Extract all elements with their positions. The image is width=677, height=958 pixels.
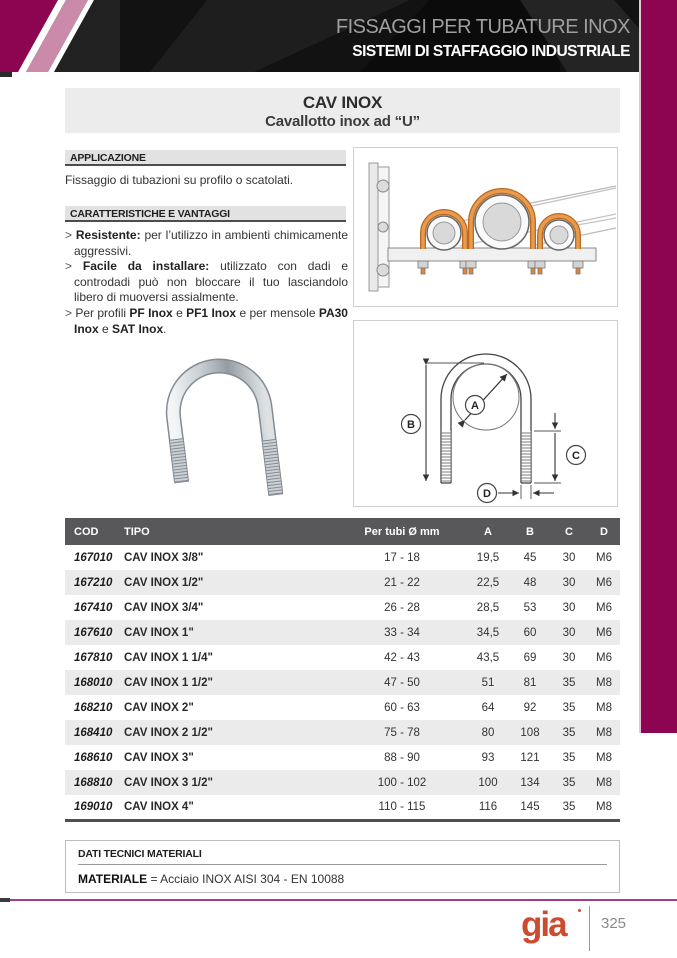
product-title-box: [65, 88, 620, 133]
table-cell: 88 - 90: [384, 751, 420, 764]
table-cell: 75 - 78: [384, 726, 420, 739]
brand-logo-dot: [578, 909, 581, 912]
table-cell: 53: [523, 601, 537, 614]
table-cell: 34,5: [476, 626, 500, 639]
product-subtitle: Cavallotto inox ad “U”: [265, 113, 420, 130]
table-cell: 168610: [74, 751, 113, 764]
table-cell: M6: [596, 601, 612, 614]
table-row: [65, 720, 620, 745]
table-cell: 35: [562, 776, 576, 789]
table-cell: 26 - 28: [384, 601, 420, 614]
table-cell: 168810: [74, 776, 113, 789]
table-row: [65, 745, 620, 770]
table-cell: 47 - 50: [384, 676, 420, 689]
column-header: A: [466, 518, 510, 545]
page-number: 325: [601, 915, 627, 932]
table-cell: 81: [523, 676, 537, 689]
product-photo: [103, 316, 337, 512]
table-cell: CAV INOX 1/2": [124, 576, 204, 589]
table-cell: CAV INOX 3 1/2": [124, 776, 213, 789]
dim-label-a: [466, 396, 485, 415]
table-cell: CAV INOX 3": [124, 751, 194, 764]
column-header: C: [550, 518, 588, 545]
table-cell: 30: [562, 626, 576, 639]
table-row: [65, 570, 620, 595]
table-row: [65, 695, 620, 720]
table-cell: M6: [596, 626, 612, 639]
accent-side-bar: [639, 0, 677, 733]
dim-label-b: [402, 415, 421, 434]
table-cell: 100: [478, 776, 498, 789]
table-cell: 93: [481, 751, 495, 764]
table-cell: 35: [562, 800, 576, 813]
pipes-on-bracket-drawing: [354, 148, 617, 306]
application-text: Fissaggio di tubazioni su profilo o scatolati.: [65, 173, 294, 187]
table-cell: 60: [523, 626, 537, 639]
table-cell: 92: [523, 701, 537, 714]
table-cell: 33 - 34: [384, 626, 420, 639]
table-cell: M8: [596, 676, 612, 689]
table-row: [65, 545, 620, 570]
table-cell: 110 - 115: [378, 800, 426, 813]
footer-vertical-divider: [589, 906, 590, 951]
table-cell: 116: [478, 800, 498, 813]
table-cell: 134: [520, 776, 540, 789]
table-cell: CAV INOX 3/4": [124, 601, 204, 614]
table-cell: CAV INOX 1 1/4": [124, 651, 213, 664]
table-cell: CAV INOX 4": [124, 800, 194, 813]
table-cell: 51: [481, 676, 495, 689]
table-cell: 60 - 63: [384, 701, 420, 714]
spec-table-body: [65, 545, 620, 820]
table-cell: 168410: [74, 726, 113, 739]
table-cell: M8: [596, 726, 612, 739]
column-header: B: [510, 518, 550, 545]
header-notch-decoration: [0, 72, 12, 77]
material-value: = Acciaio INOX AISI 304 - EN 10088: [147, 872, 345, 886]
brand-logo: gia: [521, 905, 566, 944]
table-cell: 69: [523, 651, 537, 664]
table-cell: 80: [481, 726, 495, 739]
table-cell: M8: [596, 800, 612, 813]
table-cell: 168210: [74, 701, 113, 714]
nuts: [418, 261, 583, 274]
table-cell: 45: [523, 551, 537, 564]
table-cell: 42 - 43: [384, 651, 420, 664]
table-cell: M6: [596, 551, 612, 564]
column-header: TIPO: [120, 518, 338, 545]
table-cell: M8: [596, 701, 612, 714]
table-cell: 167210: [74, 576, 113, 589]
table-cell: 167010: [74, 551, 113, 564]
table-cell: CAV INOX 2 1/2": [124, 726, 213, 739]
table-cell: 167410: [74, 601, 113, 614]
table-cell: 169010: [74, 800, 113, 813]
table-cell: 28,5: [476, 601, 500, 614]
column-header: Per tubi Ø mm: [338, 518, 466, 545]
header-subtitle: SISTEMI DI STAFFAGGIO INDUSTRIALE: [352, 43, 630, 60]
table-row: [65, 795, 620, 820]
table-cell: 167810: [74, 651, 113, 664]
feature-item: > Per profili PF Inox e PF1 Inox e per mensole PA30 Inox e SAT Inox.: [65, 306, 348, 337]
dim-label-d: [478, 484, 497, 503]
installation-illustration: [353, 147, 618, 307]
column-header: COD: [65, 518, 120, 545]
spec-table: [65, 518, 620, 822]
dim-label-c: [567, 446, 586, 465]
table-cell: 108: [520, 726, 540, 739]
features-heading: CARATTERISTICHE E VANTAGGI: [65, 206, 346, 222]
table-cell: 21 - 22: [384, 576, 420, 589]
u-bolt-photo-drawing: [103, 316, 337, 512]
table-row: [65, 645, 620, 670]
table-row: [65, 595, 620, 620]
table-cell: CAV INOX 1": [124, 626, 194, 639]
table-cell: 35: [562, 701, 576, 714]
tech-data-box: [65, 840, 620, 893]
product-name: CAV INOX: [302, 93, 383, 112]
feature-item: > Resistente: per l’utilizzo in ambienti chimicamente aggressivi.: [65, 228, 348, 259]
material-label: MATERIALE: [78, 872, 148, 886]
u-bolt-dimension-drawing: [354, 321, 617, 506]
table-cell: 168010: [74, 676, 113, 689]
table-row: [65, 670, 620, 695]
table-cell: M8: [596, 751, 612, 764]
table-cell: 48: [523, 576, 537, 589]
footer-divider-line: [0, 899, 677, 901]
header-stripes-decoration: [0, 0, 120, 72]
svg-text:D: D: [483, 488, 491, 500]
table-cell: 22,5: [476, 576, 500, 589]
header-title: FISSAGGI PER TUBATURE INOX: [335, 16, 630, 38]
table-cell: 30: [562, 551, 576, 564]
table-cell: 121: [520, 751, 540, 764]
table-cell: 30: [562, 576, 576, 589]
pipes: [427, 195, 574, 250]
table-cell: 30: [562, 601, 576, 614]
page-header: [0, 0, 677, 72]
svg-text:C: C: [572, 450, 580, 462]
table-cell: 35: [562, 726, 576, 739]
table-cell: 35: [562, 676, 576, 689]
table-cell: 35: [562, 751, 576, 764]
table-cell: 100 - 102: [377, 776, 427, 789]
application-heading: APPLICAZIONE: [65, 150, 346, 166]
table-cell: 17 - 18: [384, 551, 420, 564]
table-cell: M6: [596, 651, 612, 664]
table-cell: M8: [596, 776, 612, 789]
material-line: [78, 872, 607, 886]
table-cell: 167610: [74, 626, 113, 639]
svg-text:A: A: [471, 400, 479, 412]
tech-data-heading: DATI TECNICI MATERIALI: [78, 848, 607, 865]
table-cell: 145: [520, 800, 540, 813]
table-cell: CAV INOX 1 1/2": [124, 676, 213, 689]
feature-item: > Facile da installare: utilizzato con dadi e controdadi può non bloccare il tuo lasciandolo libero di muoversi assialmente.: [65, 259, 348, 306]
column-header: D: [588, 518, 620, 545]
footer-tick-decoration: [0, 898, 10, 902]
table-cell: CAV INOX 2": [124, 701, 194, 714]
table-cell: CAV INOX 3/8": [124, 551, 204, 564]
spec-table-header-row: [65, 518, 620, 545]
table-row: [65, 620, 620, 645]
svg-text:B: B: [407, 419, 415, 431]
table-row: [65, 770, 620, 795]
table-cell: 19,5: [476, 551, 500, 564]
table-cell: 43,5: [476, 651, 500, 664]
dimension-diagram: [353, 320, 618, 507]
table-cell: M6: [596, 576, 612, 589]
table-cell: 64: [481, 701, 495, 714]
table-cell: 30: [562, 651, 576, 664]
